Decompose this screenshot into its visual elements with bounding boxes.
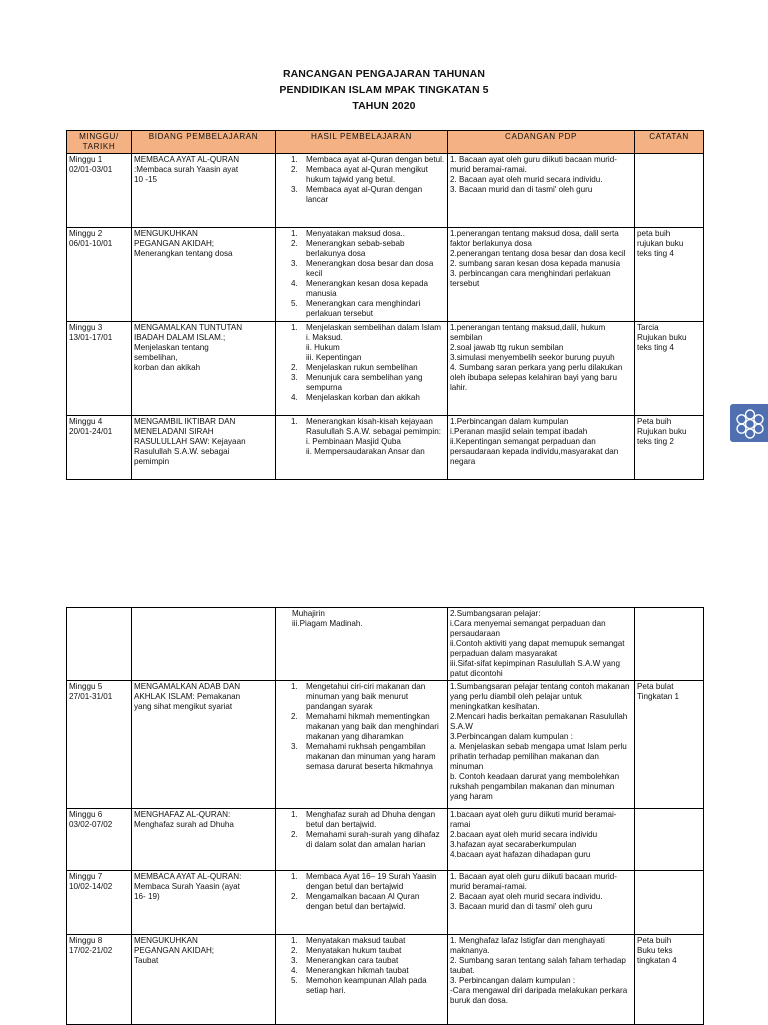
cell-minggu: Minggu 3 13/01-17/01 — [67, 322, 132, 416]
list-item: 1. Membaca ayat al-Quran dengan betul. — [300, 155, 445, 165]
cell-catatan: Tarcia Rujukan buku teks ting 4 — [635, 322, 704, 416]
cell-bidang — [132, 608, 276, 681]
table-header-row — [67, 131, 704, 154]
list-item: 2. Menyatakan hukum taubat — [300, 946, 445, 956]
list-item: 2. Memahami surah-surah yang dihafaz di dalam solat dan amalan harian — [300, 830, 445, 850]
list-item: 1. Menghafaz surah ad Dhuha dengan betul dan bertajwid. — [300, 810, 445, 830]
cell-cadangan: 1.penerangan tentang maksud dosa, dalil serta faktor berlakunya dosa 2.penerangan tentang dosa besar dan dosa kecil 2. sumbang saran kesan dosa kepada manusia 3. perbincangan cara menghindari perlakuan tersebut — [448, 228, 635, 322]
list-item: 3. Menerangkan cara taubat — [300, 956, 445, 966]
list-item: 1. Menyatakan maksud taubat — [300, 936, 445, 946]
table-row — [67, 809, 704, 871]
cell-catatan — [635, 154, 704, 228]
cell-bidang: MENGAMALKAN ADAB DAN AKHLAK ISLAM: Pemakanan yang sihat mengikut syariat — [132, 681, 276, 809]
list-item: 2. Menerangkan sebab-sebab berlakunya dosa — [300, 239, 445, 259]
cell-catatan: peta buih rujukan buku teks ting 4 — [635, 228, 704, 322]
side-widget-button[interactable] — [730, 404, 768, 442]
table-row — [67, 154, 704, 228]
cell-minggu: Minggu 8 17/02-21/02 — [67, 935, 132, 1025]
list-item: 4. Menjelaskan korban dan akikah — [300, 393, 445, 403]
cell-hasil — [276, 809, 448, 871]
cell-hasil — [276, 228, 448, 322]
cell-minggu: Minggu 5 27/01-31/01 — [67, 681, 132, 809]
cell-catatan: Peta bulat Tingkatan 1 — [635, 681, 704, 809]
list-item: 2. Mengamalkan bacaan Al Quran dengan betul dan bertajwid. — [300, 892, 445, 912]
table-row — [67, 608, 704, 681]
list-item: 3. Memahami rukhsah pengambilan makanan dan minuman yang haram semasa darurat beserta hikmahnya — [300, 742, 445, 772]
cell-hasil — [276, 871, 448, 935]
table-row — [67, 935, 704, 1025]
list-item: 2. Memahami hikmah mementingkan makanan yang baik dan menghindari makanan yang diharamkan — [300, 712, 445, 742]
cell-cadangan: 1.Sumbangsaran pelajar tentang contoh makanan yang perlu diambil oleh pelajar untuk meningkatkan kesihatan. 2.Mencari hadis berkaitan pemakanan Rasulullah S.A.W 3.Perbincangan dalam kumpulan : a. Menjelaskan sebab mengapa umat Islam perlu prihatin terhadap pemilihan makanan dan minuman b. Contoh keadaan darurat yang membolehkan rukshah pengambilan makanan dan minuman yang haram — [448, 681, 635, 809]
cell-cadangan: 1. Bacaan ayat oleh guru diikuti bacaan murid- murid beramai-ramai. 2. Bacaan ayat oleh murid secara individu. 3. Bacaan murid dan di tasmi' oleh guru — [448, 154, 635, 228]
list-item: 3. Menerangkan dosa besar dan dosa kecil — [300, 259, 445, 279]
doc-title-line2: PENDIDIKAN ISLAM MPAK TINGKATAN 5 — [279, 84, 489, 96]
list-item: 5. Menerangkan cara menghindari perlakuan tersebut — [300, 299, 445, 319]
col-header-hasil: HASIL PEMBELAJARAN — [276, 131, 448, 154]
cell-bidang: MENGAMBIL IKTIBAR DAN MENELADANI SIRAH RASULULLAH SAW: Kejayaan Rasulullah S.A.W. sebagai pemimpin — [132, 416, 276, 480]
table-row — [67, 416, 704, 480]
list-item — [300, 417, 445, 457]
table-row — [67, 228, 704, 322]
list-item: 4. Menerangkan hikmah taubat — [300, 966, 445, 976]
col-header-catatan: CATATAN — [635, 131, 704, 154]
cell-cadangan: 1. Bacaan ayat oleh guru diikuti bacaan murid- murid beramai-ramai. 2. Bacaan ayat oleh murid secara individu. 3. Bacaan murid dan di tasmi' oleh guru — [448, 871, 635, 935]
list-item: 2. Menjelaskan rukun sembelihan — [300, 363, 445, 373]
list-item-text: Menerangkan kisah-kisah kejayaan Rasulullah S.A.W. sebagai pemimpin: — [306, 417, 441, 436]
cell-catatan: Peta buih Rujukan buku teks ting 2 — [635, 416, 704, 480]
plan-table-page1 — [66, 130, 704, 480]
list-item: 1. Menyatakan maksud dosa.. — [300, 229, 445, 239]
list-item: 3. Menunjuk cara sembelihan yang sempurna — [300, 373, 445, 393]
col-header-cadangan: CADANGAN PDP — [448, 131, 635, 154]
cell-hasil — [276, 322, 448, 416]
table-row — [67, 322, 704, 416]
cell-catatan — [635, 608, 704, 681]
list-subitems: i. Pembinaan Masjid Quba ii. Mempersaudarakan Ansar dan — [306, 437, 425, 456]
cell-bidang: MEMBACA AYAT AL-QURAN: Membaca Surah Yaasin (ayat 16- 19) — [132, 871, 276, 935]
cell-catatan: Peta buih Buku teks tingkatan 4 — [635, 935, 704, 1025]
cell-hasil — [276, 935, 448, 1025]
col-header-bidang: BIDANG PEMBELAJARAN — [132, 131, 276, 154]
cell-cadangan: 1.Perbincangan dalam kumpulan i.Peranan masjid selain tempat ibadah ii.Kepentingan semangat perpaduan dan persaudaraan kepada individu,masyarakat dan negara — [448, 416, 635, 480]
list-item: 1. Membaca Ayat 16– 19 Surah Yaasin dengan betul dan bertajwid — [300, 872, 445, 892]
doc-title-line3: TAHUN 2020 — [352, 100, 416, 112]
cell-minggu — [67, 608, 132, 681]
cell-bidang: MENGUKUHKAN PEGANGAN AKIDAH; Menerangkan tentang dosa — [132, 228, 276, 322]
list-item: 5. Memohon keampunan Allah pada setiap hari. — [300, 976, 445, 996]
plan-table-page2 — [66, 607, 704, 1025]
cell-catatan — [635, 809, 704, 871]
cell-bidang: MEMBACA AYAT AL-QURAN :Membaca surah Yaasin ayat 10 -15 — [132, 154, 276, 228]
flower-cluster-icon — [734, 408, 766, 440]
cell-hasil — [276, 154, 448, 228]
col-header-minggu: MINGGU/ TARIKH — [67, 131, 132, 154]
cell-cadangan: 1.bacaan ayat oleh guru diikuti murid beramai-ramai 2.bacaan ayat oleh murid secara individu 3.hafazan ayat secaraberkumpulan 4.bacaan ayat hafazan dihadapan guru — [448, 809, 635, 871]
cell-cadangan: 1. Menghafaz lafaz Istigfar dan menghayati maknanya. 2. Sumbang saran tentang salah faham terhadap taubat. 3. Perbincangan dalam kumpulan : -Cara mengawal diri daripada melakukan perkara buruk dan dosa. — [448, 935, 635, 1025]
cell-minggu: Minggu 1 02/01-03/01 — [67, 154, 132, 228]
cell-cadangan: 2.Sumbangsaran pelajar: i.Cara menyemai semangat perpaduan dan persaudaraan ii.Contoh aktiviti yang dapat memupuk semangat perpaduan dalam masyarakat iii.Sifat-sifat kepimpinan Rasulullah S.A.W yang patut dicontohi — [448, 608, 635, 681]
list-item: 2. Membaca ayat al-Quran mengikut hukum tajwid yang betul. — [300, 165, 445, 185]
doc-title-line1: RANCANGAN PENGAJARAN TAHUNAN — [282, 68, 486, 80]
list-continuation: Muhajirin iii.Piagam Madinah. — [292, 609, 363, 628]
cell-hasil — [276, 608, 448, 681]
list-subitems: i. Maksud. ii. Hukum iii. Kepentingan — [306, 333, 362, 362]
list-item: 4. Menerangkan kesan dosa kepada manusia — [300, 279, 445, 299]
list-item: 1. Mengetahui ciri-ciri makanan dan minuman yang baik menurut pandangan syarak — [300, 682, 445, 712]
cell-minggu: Minggu 2 06/01-10/01 — [67, 228, 132, 322]
cell-bidang: MENGUKUHKAN PEGANGAN AKIDAH; Taubat — [132, 935, 276, 1025]
list-item-text: Menjelaskan sembelihan dalam Islam — [306, 323, 441, 332]
cell-bidang: MENGHAFAZ AL-QURAN: Menghafaz surah ad Dhuha — [132, 809, 276, 871]
table-row — [67, 871, 704, 935]
cell-minggu: Minggu 6 03/02-07/02 — [67, 809, 132, 871]
cell-hasil — [276, 416, 448, 480]
list-item — [300, 323, 445, 363]
cell-bidang: MENGAMALKAN TUNTUTAN IBADAH DALAM ISLAM.; Menjelaskan tentang sembelihan, korban dan akikah — [132, 322, 276, 416]
cell-minggu: Minggu 4 20/01-24/01 — [67, 416, 132, 480]
cell-cadangan: 1.penerangan tentang maksud,dalil, hukum sembilan 2.soal jawab ttg rukun sembilan 3.simulasi menyembelih seekor burung puyuh 4. Sumbang saran perkara yang perlu dilakukan oleh ibubapa selepas kelahiran bayi yang baru lahir. — [448, 322, 635, 416]
list-item: 3. Membaca ayat al-Quran dengan lancar — [300, 185, 445, 205]
table-row — [67, 681, 704, 809]
cell-hasil — [276, 681, 448, 809]
cell-minggu: Minggu 7 10/02-14/02 — [67, 871, 132, 935]
cell-catatan — [635, 871, 704, 935]
